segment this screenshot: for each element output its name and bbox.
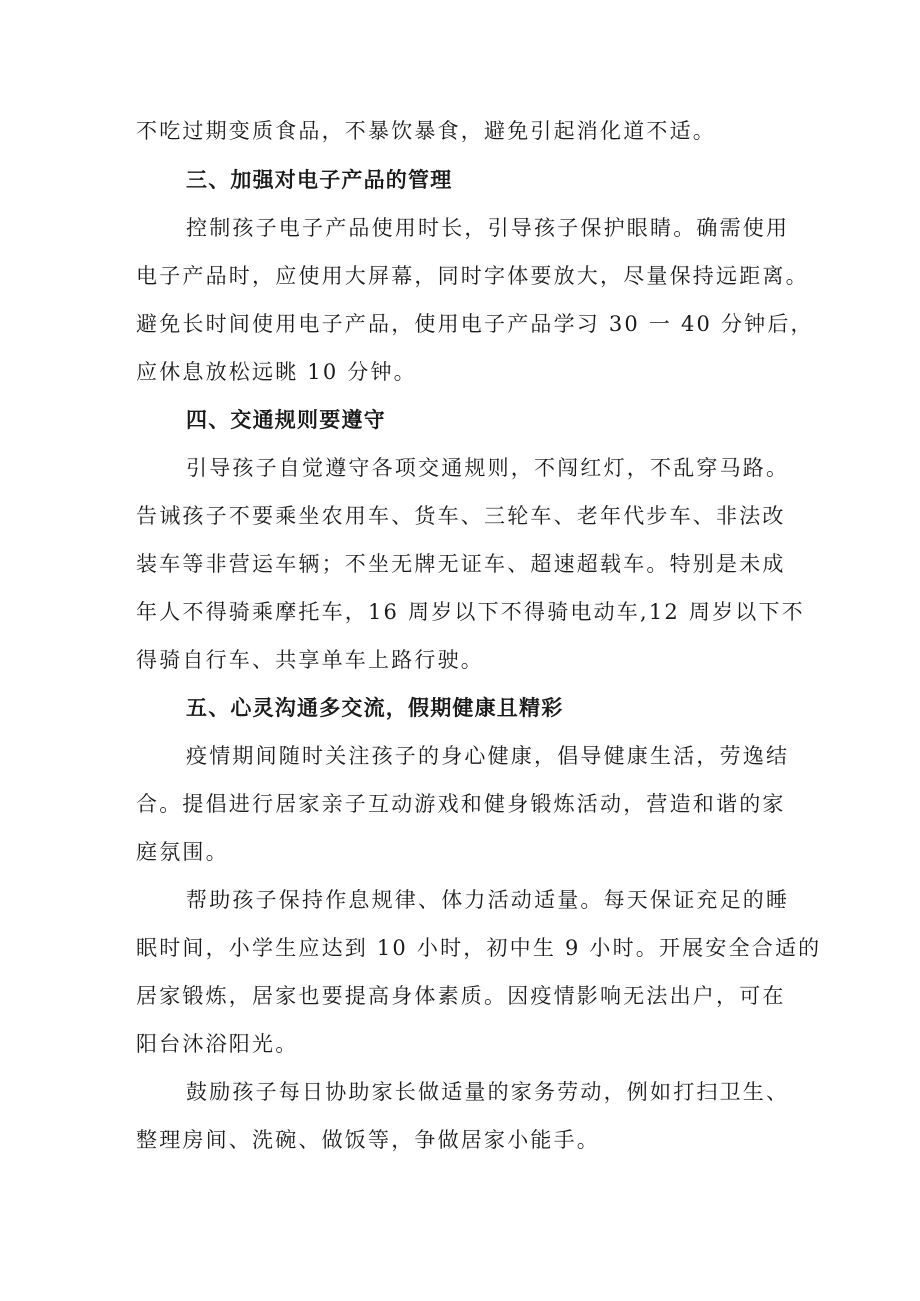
section-heading-5: 五、心灵沟通多交流，假期健康且精彩	[186, 696, 564, 720]
paragraph-line: 得骑自行车、共享单车上路行驶。	[136, 648, 484, 672]
paragraph-line: 整理房间、洗碗、做饭等，争做居家小能手。	[136, 1128, 600, 1152]
paragraph-line: 眠时间，小学生应达到 10 小时，初中生 9 小时。开展安全合适的	[136, 936, 822, 960]
paragraph-line: 年人不得骑乘摩托车，16 周岁以下不得骑电动车,12 周岁以下不	[136, 600, 805, 624]
paragraph-line: 居家锻炼，居家也要提高身体素质。因疫情影响无法出户，可在	[136, 984, 786, 1008]
section-heading-3: 三、加强对电子产品的管理	[186, 168, 453, 192]
paragraph-line: 庭氛围。	[136, 840, 229, 864]
paragraph-line: 告诫孩子不要乘坐农用车、货车、三轮车、老年代步车、非法改	[136, 504, 786, 528]
section-heading-4: 四、交通规则要遵守	[186, 408, 386, 432]
paragraph-line: 装车等非营运车辆；不坐无牌无证车、超速超载车。特别是未成	[136, 552, 786, 576]
paragraph-line: 控制孩子电子产品使用时长，引导孩子保护眼睛。确需使用	[186, 216, 790, 240]
paragraph-line: 帮助孩子保持作息规律、体力活动适量。每天保证充足的睡	[186, 888, 790, 912]
paragraph-line: 避免长时间使用电子产品，使用电子产品学习 30 一 40 分钟后，	[136, 312, 814, 336]
paragraph-line: 应休息放松远眺 10 分钟。	[136, 360, 417, 384]
paragraph-line: 合。提倡进行居家亲子互动游戏和健身锻炼活动，营造和谐的家	[136, 792, 786, 816]
paragraph-line: 不吃过期变质食品，不暴饮暴食，避免引起消化道不适。	[136, 119, 716, 143]
paragraph-line: 引导孩子自觉遵守各项交通规则，不闯红灯，不乱穿马路。	[186, 456, 790, 480]
paragraph-line: 疫情期间随时关注孩子的身心健康，倡导健康生活，劳逸结	[186, 744, 790, 768]
paragraph-line: 电子产品时，应使用大屏幕，同时字体要放大，尽量保持远距离。	[136, 264, 809, 288]
paragraph-line: 鼓励孩子每日协助家长做适量的家务劳动，例如打扫卫生、	[186, 1080, 790, 1104]
paragraph-line: 阳台沐浴阳光。	[136, 1032, 299, 1056]
